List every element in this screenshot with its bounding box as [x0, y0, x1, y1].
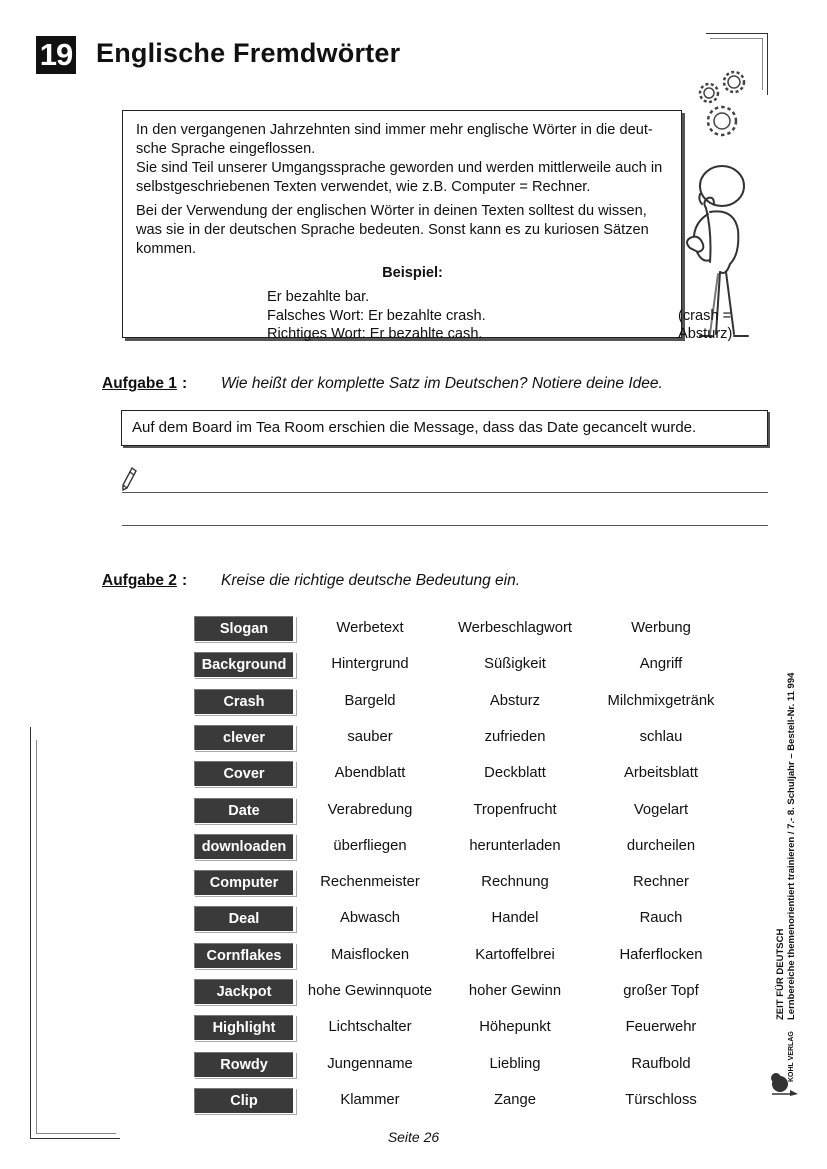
meaning-option[interactable]: Arbeitsblatt — [623, 765, 699, 782]
frame-decoration — [30, 727, 31, 1139]
meaning-option[interactable]: Zange — [494, 1091, 536, 1108]
info-paragraph: Bei der Verwendung der englischen Wörter in deinen Texten solltest du wissen, was sie in der deutschen Sprache bedeuten. Sonst kann es zu kuriosen Sätzen kommen. — [136, 203, 649, 257]
side-imprint — [775, 630, 797, 1020]
kohl-verlag-logo — [768, 1060, 802, 1096]
vocabulary-row — [193, 904, 753, 934]
vocabulary-row — [193, 650, 753, 680]
gears-icon — [694, 66, 750, 144]
info-paragraph: In den vergangenen Jahrzehnten sind immer mehr englische Wörter in die deut-sche Sprache eingeflossen. — [136, 122, 653, 157]
meaning-option[interactable]: Rechnung — [481, 874, 549, 891]
task1-instruction: Wie heißt der komplette Satz im Deutschen? Notiere deine Idee. — [221, 375, 663, 392]
vocabulary-row — [193, 977, 753, 1007]
meaning-option[interactable]: Werbeschlagwort — [457, 620, 573, 636]
meaning-option[interactable]: Kartoffelbrei — [475, 946, 555, 963]
vocabulary-row — [193, 1013, 753, 1043]
example-line: Richtiges Wort: Er bezahlte cash. — [267, 326, 483, 342]
english-word: Cornflakes — [194, 943, 293, 968]
word-shadow — [195, 860, 297, 861]
example-note: (crash = Absturz) — [678, 307, 733, 342]
vocabulary-row — [193, 1050, 753, 1080]
meaning-option[interactable]: Angriff — [639, 656, 683, 673]
meaning-option[interactable]: herunterladen — [469, 837, 561, 854]
word-shadow — [195, 715, 297, 716]
vocabulary-row — [193, 687, 753, 717]
meaning-option[interactable]: Verabredung — [327, 801, 413, 818]
meaning-option[interactable]: Werbung — [631, 620, 691, 636]
info-box — [122, 110, 733, 342]
meaning-option[interactable]: Süßigkeit — [484, 656, 546, 673]
corner-decoration — [710, 38, 762, 39]
side-series-subtitle: Lernbereiche themenorientiert trainieren / 7.- 8. Schuljahr – Bestell-Nr. 11 994 — [786, 672, 797, 1020]
english-word: Computer — [194, 870, 293, 895]
side-series-title: ZEIT FÜR DEUTSCH — [775, 928, 786, 1020]
meaning-option[interactable]: schlau — [639, 728, 683, 745]
pencil-icon — [120, 466, 138, 494]
english-word: clever — [194, 725, 293, 750]
exercise-number: 19 — [36, 36, 76, 74]
english-word: Clip — [194, 1088, 293, 1113]
meaning-option[interactable]: Deckblatt — [484, 765, 546, 782]
meaning-option[interactable]: Rechenmeister — [320, 874, 420, 891]
task1-sentence: Auf dem Board im Tea Room erschien die Message, dass das Date gecancelt wurde. — [121, 410, 768, 446]
english-word: Crash — [194, 689, 293, 714]
vocabulary-row — [193, 832, 753, 862]
english-word: Deal — [194, 906, 293, 931]
corner-decoration — [762, 38, 763, 90]
example-line: Falsches Wort: Er bezahlte crash. — [267, 307, 486, 324]
meaning-option[interactable]: Lichtschalter — [328, 1019, 412, 1036]
meaning-option[interactable]: Absturz — [489, 692, 541, 709]
meaning-option[interactable]: Bargeld — [344, 692, 396, 709]
info-paragraph: Sie sind Teil unserer Umgangssprache geworden und werden mittlerweile auch in selbstgeschriebenen Texten verwendet, wie z.B. Computer = Rechner. — [136, 160, 663, 195]
meaning-option[interactable]: Rauch — [639, 910, 683, 927]
vocabulary-row — [193, 614, 753, 644]
word-shadow — [195, 678, 297, 679]
word-shadow — [195, 1078, 297, 1079]
vocabulary-row — [193, 1086, 753, 1116]
english-word: Highlight — [194, 1015, 293, 1040]
example-line: Er bezahlte bar. — [267, 289, 370, 305]
english-word: Cover — [194, 761, 293, 786]
example-title: Beispiel: — [382, 265, 443, 281]
vocabulary-row — [193, 796, 753, 826]
frame-decoration — [36, 740, 37, 1133]
answer-line[interactable] — [122, 525, 768, 526]
english-word: Jackpot — [194, 979, 293, 1004]
word-shadow — [195, 932, 297, 933]
task1-colon: : — [182, 375, 188, 392]
word-shadow — [195, 1005, 297, 1006]
meaning-option[interactable]: Höhepunkt — [479, 1019, 551, 1036]
meaning-option[interactable]: Maisflocken — [330, 946, 410, 963]
task1-label: Aufgabe 1 — [102, 375, 177, 392]
meaning-option[interactable]: Tropenfrucht — [473, 801, 557, 818]
meaning-option[interactable]: Milchmixgetränk — [607, 692, 715, 709]
meaning-option[interactable]: sauber — [347, 728, 393, 745]
meaning-option[interactable]: Vogelart — [633, 801, 689, 818]
word-shadow — [195, 642, 297, 643]
task2-label: Aufgabe 2 — [102, 572, 177, 589]
word-shadow — [195, 787, 297, 788]
meaning-option[interactable]: Abendblatt — [334, 765, 406, 782]
meaning-option[interactable]: Abwasch — [339, 910, 401, 927]
publisher-name: KOHL VERLAG — [788, 1031, 795, 1082]
meaning-option[interactable]: Rechner — [633, 874, 689, 891]
meaning-option[interactable]: Jungenname — [327, 1055, 413, 1072]
vocabulary-row — [193, 759, 753, 789]
word-shadow — [195, 896, 297, 897]
meaning-option[interactable]: Klammer — [340, 1091, 400, 1108]
meaning-option[interactable]: zufrieden — [484, 728, 546, 745]
vocabulary-row — [193, 723, 753, 753]
meaning-option[interactable]: Raufbold — [631, 1055, 691, 1072]
english-word: downloaden — [194, 834, 293, 859]
corner-decoration — [706, 33, 768, 34]
word-shadow — [195, 969, 297, 970]
meaning-option[interactable]: Werbetext — [336, 620, 404, 636]
word-shadow — [195, 824, 297, 825]
meaning-option[interactable]: Haferflocken — [619, 946, 703, 963]
meaning-option[interactable]: Liebling — [489, 1055, 541, 1072]
meaning-option[interactable]: überfliegen — [333, 837, 407, 854]
meaning-option[interactable]: Feuerwehr — [625, 1019, 697, 1036]
meaning-option[interactable]: hohe Gewinnquote — [307, 983, 433, 999]
meaning-option[interactable]: Hintergrund — [331, 656, 409, 673]
answer-line[interactable] — [122, 492, 768, 493]
english-word: Slogan — [194, 616, 293, 641]
english-word: Date — [194, 798, 293, 823]
meaning-option[interactable]: großer Topf — [623, 983, 699, 999]
task2-instruction: Kreise die richtige deutsche Bedeutung ein. — [221, 572, 521, 589]
english-word: Background — [194, 652, 293, 677]
meaning-option[interactable]: durcheilen — [626, 837, 696, 854]
vocabulary-row — [193, 941, 753, 971]
word-shadow — [195, 751, 297, 752]
word-shadow — [195, 1041, 297, 1042]
meaning-option[interactable]: Türschloss — [625, 1091, 697, 1108]
example-block — [136, 288, 733, 344]
meaning-option[interactable]: Handel — [491, 910, 539, 927]
task2-colon: : — [182, 572, 188, 589]
corner-decoration — [767, 33, 768, 95]
meaning-option[interactable]: hoher Gewinn — [468, 983, 562, 999]
vocabulary-row — [193, 868, 753, 898]
page-number: Seite 26 — [387, 1129, 440, 1145]
page-title: Englische Fremdwörter — [96, 38, 401, 68]
word-shadow — [195, 1114, 297, 1115]
english-word: Rowdy — [194, 1052, 293, 1077]
